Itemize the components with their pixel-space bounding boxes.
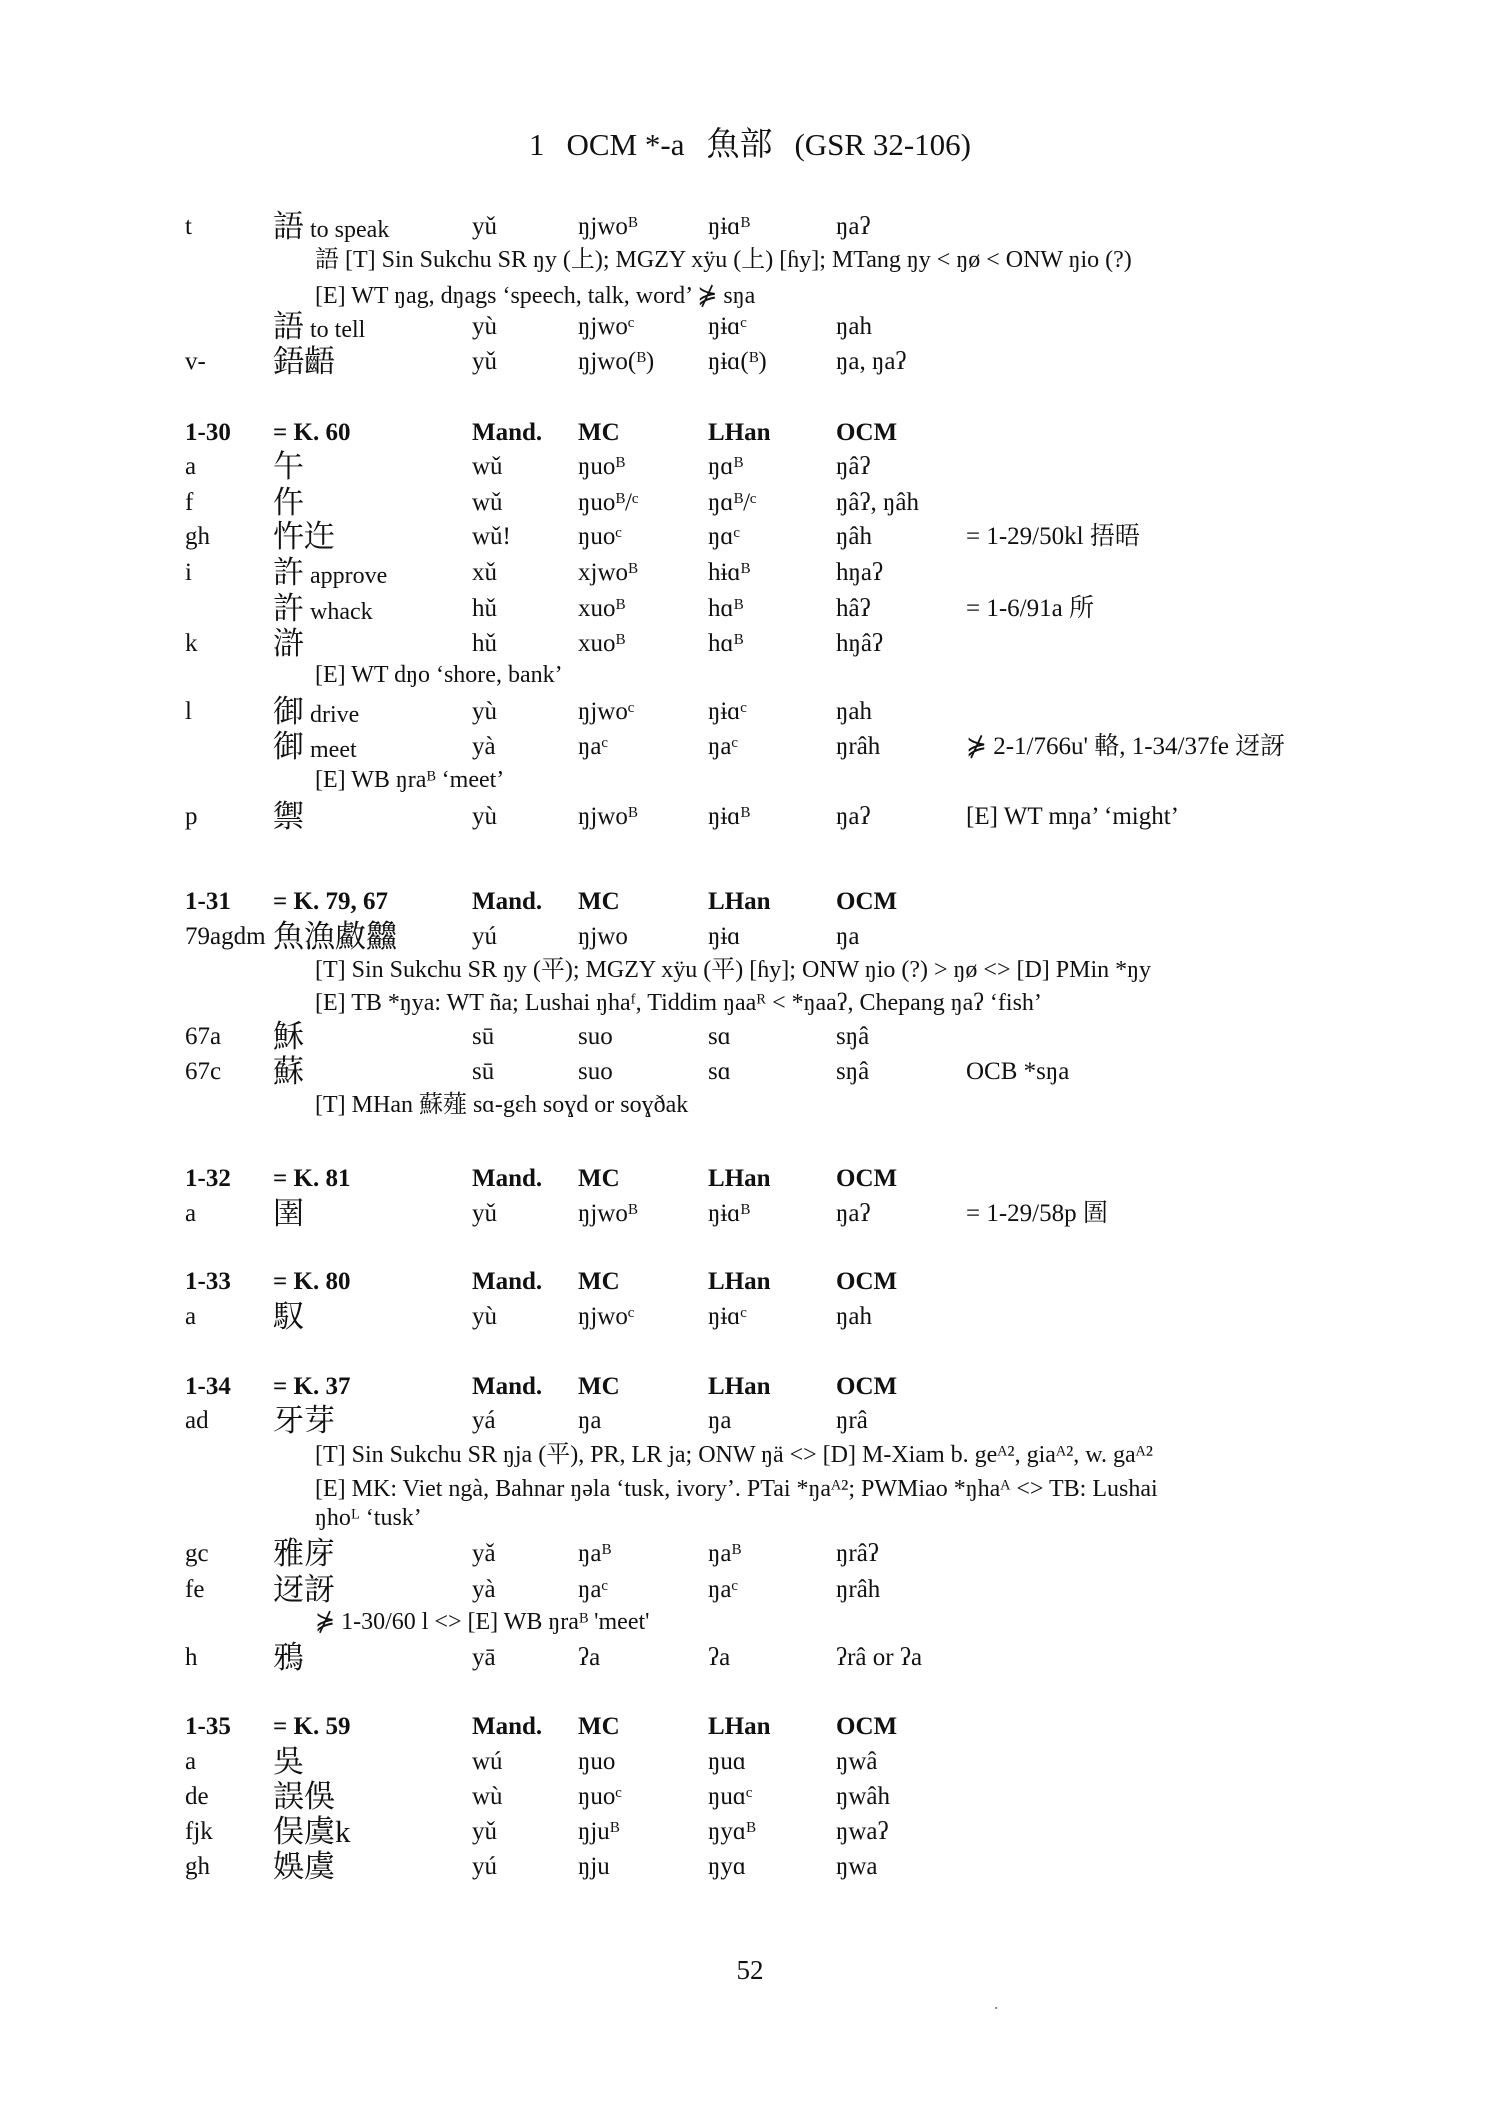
series-number: 1-32: [185, 1165, 231, 1192]
middle-chinese-reading: ŋjwoᴮ: [578, 213, 638, 240]
mandarin-reading: yù: [472, 698, 497, 725]
later-han-reading: sɑ: [708, 1023, 731, 1050]
entry-graph: [273, 345, 335, 382]
ocm-reading: hâʔ: [836, 595, 871, 622]
ocm-reading: ŋah: [836, 698, 872, 725]
col-mand-header: Mand.: [472, 1165, 543, 1192]
col-mand-header: Mand.: [472, 888, 543, 915]
ocm-reading: ʔrâ or ʔa: [836, 1644, 923, 1671]
middle-chinese-reading: ŋjwoᴮ: [578, 803, 638, 830]
entry-character: 午: [273, 449, 304, 484]
entry-graph: [273, 556, 387, 593]
entry-character: 語: [273, 209, 304, 244]
entry-graph: [273, 1780, 335, 1817]
middle-chinese-reading: ŋjwoᶜ: [578, 698, 635, 725]
entry-graph: [273, 1537, 335, 1574]
entry-note: [T] Sin Sukchu SR ŋja (平), PR, LR ja; ONW ŋä <> [D] M-Xiam b. geᴬ², giaᴬ², w. gaᴬ²: [315, 1442, 1154, 1468]
entry-graph: [273, 695, 359, 732]
ocm-label: OCM: [566, 127, 638, 162]
entry-crossref: [E] WT mŋa’ ‘might’: [966, 803, 1180, 830]
later-han-reading: sɑ: [708, 1058, 731, 1085]
middle-chinese-reading: ŋaᴮ: [578, 1540, 612, 1567]
ocm-reading: ŋwaʔ: [836, 1818, 889, 1845]
ocm-reading: ŋrâh: [836, 1576, 881, 1603]
karlgren-ref: = K. 81: [273, 1165, 351, 1192]
entry-label: fe: [185, 1576, 205, 1603]
middle-chinese-reading: ŋjwo(ᴮ): [578, 348, 655, 375]
entry-character: 雅庌: [273, 1536, 335, 1571]
col-mc-header: MC: [578, 1165, 620, 1192]
mandarin-reading: yǔ: [472, 213, 497, 240]
entry-character: 許: [273, 555, 304, 590]
entry-note: [E] TB *ŋya: WT ña; Lushai ŋhaᶠ, Tiddim ŋaaᴿ < *ŋaaʔ, Chepang ŋaʔ ‘fish’: [315, 990, 1042, 1016]
entry-label: f: [185, 489, 194, 516]
later-han-reading: hɑᴮ: [708, 630, 744, 657]
rhyme-label: *-a: [644, 127, 685, 162]
later-han-reading: ŋɨɑ: [708, 923, 741, 950]
col-lhan-header: LHan: [708, 1713, 771, 1740]
entry-graph: [273, 1300, 304, 1337]
entry-character: 御: [273, 694, 304, 729]
karlgren-ref: = K. 59: [273, 1713, 351, 1740]
entry-character: 許: [273, 591, 304, 626]
entry-graph: [273, 1850, 335, 1887]
entry-graph: [273, 920, 397, 957]
entry-character: 滸: [273, 626, 304, 661]
entry-graph: [273, 310, 365, 347]
entry-label: 67c: [185, 1058, 222, 1085]
middle-chinese-reading: ŋjwoᶜ: [578, 1303, 635, 1330]
entry-label: 67a: [185, 1023, 222, 1050]
entry-character: 穌: [273, 1019, 304, 1054]
mandarin-reading: hǔ: [472, 630, 497, 657]
entry-graph: [273, 627, 304, 664]
mandarin-reading: wù: [472, 1783, 503, 1810]
series-number: 1-35: [185, 1713, 231, 1740]
entry-note: ⋡ 1-30/60 l <> [E] WB ŋraᴮ 'meet': [315, 1609, 650, 1635]
ocm-reading: ŋah: [836, 313, 872, 340]
entry-character: 禦: [273, 799, 304, 834]
entry-graph: [273, 592, 373, 629]
entry-note: [E] MK: Viet ngà, Bahnar ŋəla ‘tusk, ivory’. PTai *ŋaᴬ²; PWMiao *ŋhaᴬ <> TB: Lushai: [315, 1476, 1158, 1502]
middle-chinese-reading: ŋjwoᴮ: [578, 1200, 638, 1227]
middle-chinese-reading: ŋju: [578, 1853, 610, 1880]
entry-graph: [273, 486, 304, 523]
later-han-reading: ŋɨɑᴮ: [708, 803, 751, 830]
entry-note: ŋhoᴸ ‘tusk’: [315, 1505, 422, 1531]
mandarin-reading: sū: [472, 1023, 495, 1050]
karlgren-ref: = K. 79, 67: [273, 888, 388, 915]
entry-label: p: [185, 803, 198, 830]
ocm-reading: ŋrâʔ: [836, 1540, 879, 1567]
entry-gloss: drive: [304, 702, 360, 728]
mandarin-reading: xǔ: [472, 559, 497, 586]
entry-label: a: [185, 453, 197, 480]
entry-graph: [273, 210, 389, 247]
entry-label: gh: [185, 1853, 210, 1880]
karlgren-ref: = K. 80: [273, 1268, 351, 1295]
ocm-reading: ŋâʔ: [836, 453, 871, 480]
ocm-reading: ŋaʔ: [836, 1200, 871, 1227]
later-han-reading: ŋyɑ: [708, 1853, 746, 1880]
entry-note: [E] WT ŋag, dŋags ‘speech, talk, word’ ⋡ sŋa: [315, 283, 756, 309]
entry-label: a: [185, 1200, 197, 1227]
col-mc-header: MC: [578, 888, 620, 915]
col-ocm-header: OCM: [836, 1373, 898, 1400]
entry-label: a: [185, 1303, 197, 1330]
entry-character: 娛虞: [273, 1849, 335, 1884]
entry-gloss: approve: [304, 563, 388, 589]
series-number: 1-33: [185, 1268, 231, 1295]
ocm-reading: ŋaʔ: [836, 213, 871, 240]
page-header: [0, 118, 1500, 165]
entry-label: 79agdm: [185, 923, 266, 950]
scan-speck: .: [994, 1993, 999, 2013]
mandarin-reading: yǔ: [472, 348, 497, 375]
entry-label: fjk: [185, 1818, 213, 1845]
entry-graph: [273, 730, 357, 767]
entry-label: t: [185, 213, 192, 240]
entry-label: a: [185, 1748, 197, 1775]
later-han-reading: hɑᴮ: [708, 595, 744, 622]
mandarin-reading: yú: [472, 923, 497, 950]
later-han-reading: ŋuɑᶜ: [708, 1783, 753, 1810]
series-number: 1-34: [185, 1373, 231, 1400]
entry-graph: [273, 1641, 304, 1678]
mandarin-reading: yá: [472, 1407, 496, 1434]
entry-graph: [273, 1020, 304, 1057]
later-han-reading: ŋa: [708, 1407, 732, 1434]
mandarin-reading: yà: [472, 733, 496, 760]
entry-character: 迓訝: [273, 1572, 335, 1607]
entry-character: 忤迕: [273, 519, 335, 554]
mandarin-reading: sū: [472, 1058, 495, 1085]
ocm-reading: ŋaʔ: [836, 803, 871, 830]
mandarin-reading: yǎ: [472, 1540, 496, 1567]
later-han-reading: ŋɨɑᴮ: [708, 1200, 751, 1227]
col-mc-header: MC: [578, 1713, 620, 1740]
entry-label: h: [185, 1644, 198, 1671]
entry-label: i: [185, 559, 192, 586]
mandarin-reading: wǔ!: [472, 523, 511, 550]
col-lhan-header: LHan: [708, 1165, 771, 1192]
entry-note: [E] WB ŋraᴮ ‘meet’: [315, 767, 505, 793]
entry-graph: [273, 1197, 304, 1234]
ocm-reading: ŋâʔ, ŋâh: [836, 489, 920, 516]
later-han-reading: ŋaᶜ: [708, 733, 738, 760]
middle-chinese-reading: ŋuoᴮ: [578, 453, 626, 480]
middle-chinese-reading: suo: [578, 1023, 613, 1050]
mandarin-reading: yù: [472, 313, 497, 340]
entry-character: 語: [273, 309, 304, 344]
entry-note: [E] WT dŋo ‘shore, bank’: [315, 662, 563, 688]
col-ocm-header: OCM: [836, 1165, 898, 1192]
col-mc-header: MC: [578, 1268, 620, 1295]
mandarin-reading: yà: [472, 1576, 496, 1603]
later-han-reading: ŋuɑ: [708, 1748, 746, 1775]
col-mand-header: Mand.: [472, 419, 543, 446]
mandarin-reading: wǔ: [472, 453, 503, 480]
ocm-reading: ŋwâh: [836, 1783, 891, 1810]
middle-chinese-reading: ŋjuᴮ: [578, 1818, 620, 1845]
entry-graph: [273, 1055, 304, 1092]
later-han-reading: ŋɑᴮ: [708, 453, 744, 480]
entry-label: ad: [185, 1407, 209, 1434]
later-han-reading: ŋɨɑ(ᴮ): [708, 348, 767, 375]
entry-crossref: = 1-29/50kl 捂晤: [966, 523, 1140, 550]
ocm-reading: ŋwa: [836, 1853, 878, 1880]
later-han-reading: ŋɨɑᶜ: [708, 698, 747, 725]
entry-gloss: to tell: [304, 317, 366, 343]
mandarin-reading: hǔ: [472, 595, 497, 622]
middle-chinese-reading: ŋa: [578, 1407, 602, 1434]
mandarin-reading: wú: [472, 1748, 503, 1775]
col-lhan-header: LHan: [708, 419, 771, 446]
later-han-reading: ʔa: [708, 1644, 731, 1671]
col-mand-header: Mand.: [472, 1268, 543, 1295]
entry-label: gc: [185, 1540, 209, 1567]
middle-chinese-reading: ŋaᶜ: [578, 733, 608, 760]
ocm-reading: ŋâh: [836, 523, 872, 550]
ocm-reading: ŋa: [836, 923, 860, 950]
middle-chinese-reading: xuoᴮ: [578, 595, 626, 622]
later-han-reading: ŋɑᴮ/ᶜ: [708, 489, 757, 516]
middle-chinese-reading: ŋjwo: [578, 923, 628, 950]
middle-chinese-reading: ŋuoᴮ/ᶜ: [578, 489, 639, 516]
entry-character: 馭: [273, 1299, 304, 1334]
entry-note: [T] MHan 蘇薤 sɑ-gɛh soɣd or soɣðak: [315, 1092, 689, 1118]
middle-chinese-reading: ŋaᶜ: [578, 1576, 608, 1603]
entry-character: 仵: [273, 485, 304, 520]
mandarin-reading: wǔ: [472, 489, 503, 516]
col-mc-header: MC: [578, 419, 620, 446]
ocm-reading: ŋa, ŋaʔ: [836, 348, 907, 375]
section-number: 1: [528, 127, 545, 162]
entry-graph: [273, 450, 304, 487]
entry-character: 鴉: [273, 1640, 304, 1675]
entry-gloss: whack: [304, 599, 373, 625]
entry-graph: [273, 1404, 335, 1441]
col-ocm-header: OCM: [836, 1713, 898, 1740]
entry-character: 圉: [273, 1196, 304, 1231]
rhyme-group-cjk: 魚部: [706, 127, 773, 163]
karlgren-ref: = K. 37: [273, 1373, 351, 1400]
mandarin-reading: yā: [472, 1644, 496, 1671]
col-mand-header: Mand.: [472, 1373, 543, 1400]
ocm-reading: ŋrâh: [836, 733, 881, 760]
col-mc-header: MC: [578, 1373, 620, 1400]
ocm-reading: ŋwâ: [836, 1748, 878, 1775]
entry-character: 誤俁: [273, 1779, 335, 1814]
entry-character: 御: [273, 729, 304, 764]
later-han-reading: hɨɑᴮ: [708, 559, 751, 586]
entry-note: [T] Sin Sukchu SR ŋy (平); MGZY xÿu (平) [ɦy]; ONW ŋio (?) > ŋø <> [D] PMin *ŋy: [315, 957, 1152, 983]
middle-chinese-reading: ʔa: [578, 1644, 601, 1671]
entry-note: 語 [T] Sin Sukchu SR ŋy (上); MGZY xÿu (上) [ɦy]; MTang ŋy < ŋø < ONW ŋio (?): [315, 247, 1132, 273]
entry-character: 牙芽: [273, 1403, 335, 1438]
col-ocm-header: OCM: [836, 419, 898, 446]
later-han-reading: ŋaᶜ: [708, 1576, 738, 1603]
entry-crossref: = 1-6/91a 所: [966, 595, 1094, 622]
ocm-reading: hŋaʔ: [836, 559, 884, 586]
ocm-reading: sŋâ: [836, 1058, 870, 1085]
series-number: 1-31: [185, 888, 231, 915]
ocm-reading: sŋâ: [836, 1023, 870, 1050]
middle-chinese-reading: ŋuoᶜ: [578, 1783, 622, 1810]
col-ocm-header: OCM: [836, 888, 898, 915]
entry-character: 吳: [273, 1744, 304, 1779]
later-han-reading: ŋɑᶜ: [708, 523, 740, 550]
mandarin-reading: yù: [472, 803, 497, 830]
entry-crossref: OCB *sŋa: [966, 1058, 1070, 1085]
entry-crossref: = 1-29/58p 圄: [966, 1200, 1108, 1227]
entry-graph: [273, 520, 335, 557]
entry-character: 鋙齬: [273, 344, 335, 379]
ocm-reading: ŋrâ: [836, 1407, 868, 1434]
col-lhan-header: LHan: [708, 1268, 771, 1295]
entry-character: 魚漁䱷䲜: [273, 919, 397, 954]
entry-label: v-: [185, 348, 206, 375]
later-han-reading: ŋaᴮ: [708, 1540, 742, 1567]
later-han-reading: ŋɨɑᶜ: [708, 313, 747, 340]
later-han-reading: ŋɨɑᴮ: [708, 213, 751, 240]
middle-chinese-reading: xjwoᴮ: [578, 559, 638, 586]
mandarin-reading: yù: [472, 1303, 497, 1330]
middle-chinese-reading: suo: [578, 1058, 613, 1085]
series-number: 1-30: [185, 419, 231, 446]
entry-graph: [273, 1745, 304, 1782]
middle-chinese-reading: ŋuo: [578, 1748, 616, 1775]
entry-label: de: [185, 1783, 209, 1810]
entry-label: gh: [185, 523, 210, 550]
entry-crossref: ⋡ 2-1/766u' 輅, 1-34/37fe 迓訝: [966, 733, 1286, 760]
entry-character: 蘇: [273, 1054, 304, 1089]
later-han-reading: ŋyɑᴮ: [708, 1818, 756, 1845]
entry-graph: [273, 1573, 335, 1610]
karlgren-ref: = K. 60: [273, 419, 351, 446]
ocm-reading: ŋah: [836, 1303, 872, 1330]
entry-graph: [273, 800, 304, 837]
later-han-reading: ŋɨɑᶜ: [708, 1303, 747, 1330]
col-lhan-header: LHan: [708, 888, 771, 915]
col-ocm-header: OCM: [836, 1268, 898, 1295]
middle-chinese-reading: xuoᴮ: [578, 630, 626, 657]
mandarin-reading: yǔ: [472, 1200, 497, 1227]
middle-chinese-reading: ŋjwoᶜ: [578, 313, 635, 340]
entry-character: 俣虞k: [273, 1814, 351, 1849]
entry-label: k: [185, 630, 198, 657]
entry-graph: [273, 1815, 351, 1852]
entry-gloss: to speak: [304, 217, 390, 243]
entry-gloss: meet: [304, 737, 357, 763]
mandarin-reading: yǔ: [472, 1818, 497, 1845]
page-number: 52: [736, 1955, 764, 1985]
gsr-range: (GSR 32-106): [794, 127, 971, 162]
col-lhan-header: LHan: [708, 1373, 771, 1400]
mandarin-reading: yú: [472, 1853, 497, 1880]
entry-label: l: [185, 698, 192, 725]
middle-chinese-reading: ŋuoᶜ: [578, 523, 622, 550]
ocm-reading: hŋâʔ: [836, 630, 884, 657]
col-mand-header: Mand.: [472, 1713, 543, 1740]
